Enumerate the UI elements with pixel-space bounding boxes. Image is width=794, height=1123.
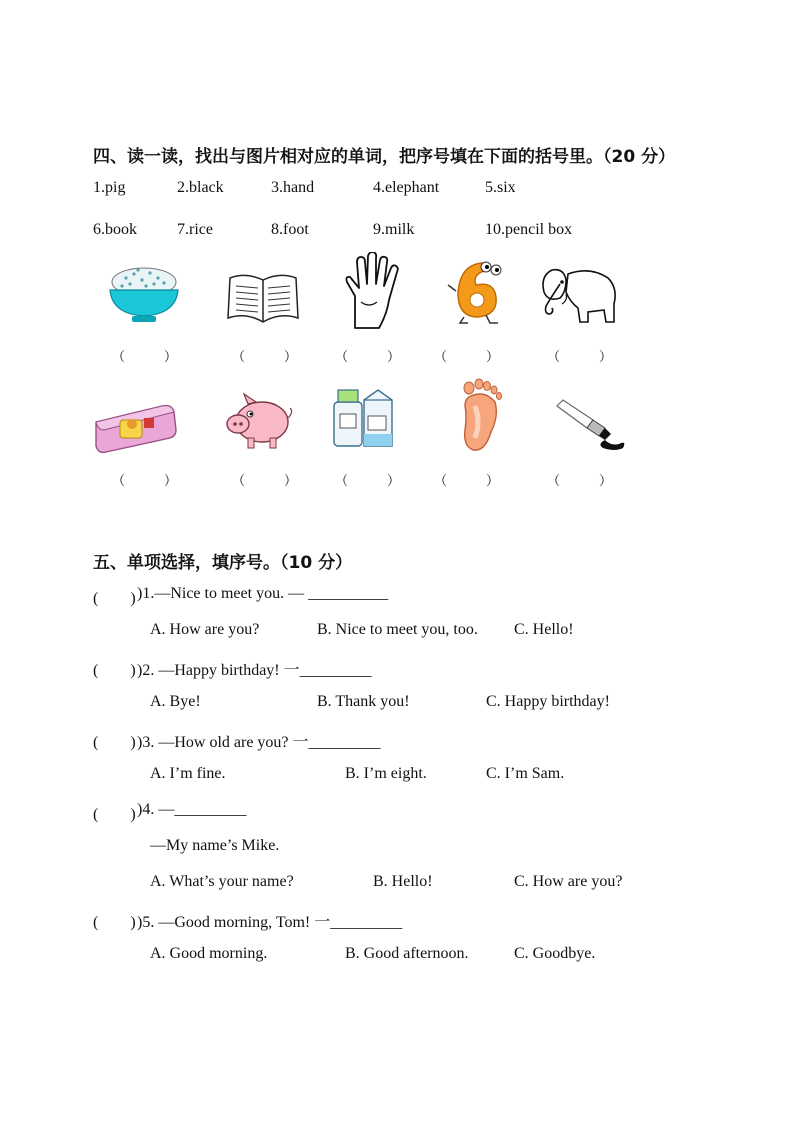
word-7: 7.rice [177, 221, 213, 238]
hand-icon [341, 252, 403, 332]
pencil-box-icon [92, 400, 178, 454]
q3-option-a: A. I’m fine. [150, 765, 226, 782]
q2-option-a: A. Bye! [150, 693, 201, 710]
answer-paren[interactable]: （ ） [547, 473, 613, 488]
q5-option-c: C. Goodbye. [514, 945, 596, 962]
q4-reply: —My name’s Mike. [150, 837, 280, 854]
number-six-icon [446, 255, 508, 325]
q1-answer-paren[interactable]: ( ) [93, 590, 136, 607]
pig-icon [224, 392, 294, 450]
q1-prompt: )1.—Nice to meet you. — __________ [137, 585, 389, 602]
q4-prompt: )4. —_________ [137, 801, 247, 818]
q1-option-c: C. Hello! [514, 621, 574, 638]
open-book-icon [226, 270, 300, 326]
word-5: 5.six [485, 179, 516, 196]
q1-option-b: B. Nice to meet you, too. [317, 621, 478, 638]
word-9: 9.milk [373, 221, 415, 238]
answer-paren[interactable]: （ ） [232, 473, 298, 488]
rice-bowl-icon [106, 258, 182, 324]
answer-paren[interactable]: （ ） [547, 349, 613, 364]
q5-option-a: A. Good morning. [150, 945, 268, 962]
q2-option-c: C. Happy birthday! [486, 693, 610, 710]
q5-answer-paren[interactable]: ( ) [93, 914, 136, 931]
q4-option-c: C. How are you? [514, 873, 623, 890]
elephant-icon [538, 262, 620, 328]
q2-prompt: )2. —Happy birthday! 一_________ [137, 662, 372, 679]
q5-prompt: )5. —Good morning, Tom! 一_________ [137, 914, 403, 931]
answer-paren[interactable]: （ ） [112, 349, 178, 364]
answer-paren[interactable]: （ ） [434, 473, 500, 488]
section4-title: 四、读一读，找出与图片相对应的单词，把序号填在下面的括号里。（20 分） [93, 147, 676, 167]
q4-option-b: B. Hello! [373, 873, 433, 890]
word-3: 3.hand [271, 179, 315, 196]
q4-option-a: A. What’s your name? [150, 873, 294, 890]
answer-paren[interactable]: （ ） [232, 349, 298, 364]
q3-option-b: B. I’m eight. [345, 765, 427, 782]
section5-title: 五、单项选择，填序号。（10 分） [93, 553, 353, 573]
milk-cartons-icon [330, 388, 400, 450]
q4-answer-paren[interactable]: ( ) [93, 806, 136, 823]
word-8: 8.foot [271, 221, 309, 238]
answer-paren[interactable]: （ ） [335, 473, 401, 488]
word-10: 10.pencil box [485, 221, 573, 238]
foot-icon [455, 376, 505, 456]
black-paint-tube-icon [553, 398, 627, 452]
q1-option-a: A. How are you? [150, 621, 260, 638]
answer-paren[interactable]: （ ） [335, 349, 401, 364]
q2-answer-paren[interactable]: ( ) [93, 662, 136, 679]
q3-option-c: C. I’m Sam. [486, 765, 565, 782]
q3-prompt: )3. —How old are you? 一_________ [137, 734, 381, 751]
answer-paren[interactable]: （ ） [434, 349, 500, 364]
answer-paren[interactable]: （ ） [112, 473, 178, 488]
word-6: 6.book [93, 221, 137, 238]
word-4: 4.elephant [373, 179, 440, 196]
q2-option-b: B. Thank you! [317, 693, 410, 710]
q5-option-b: B. Good afternoon. [345, 945, 469, 962]
word-1: 1.pig [93, 179, 126, 196]
q3-answer-paren[interactable]: ( ) [93, 734, 136, 751]
word-2: 2.black [177, 179, 224, 196]
